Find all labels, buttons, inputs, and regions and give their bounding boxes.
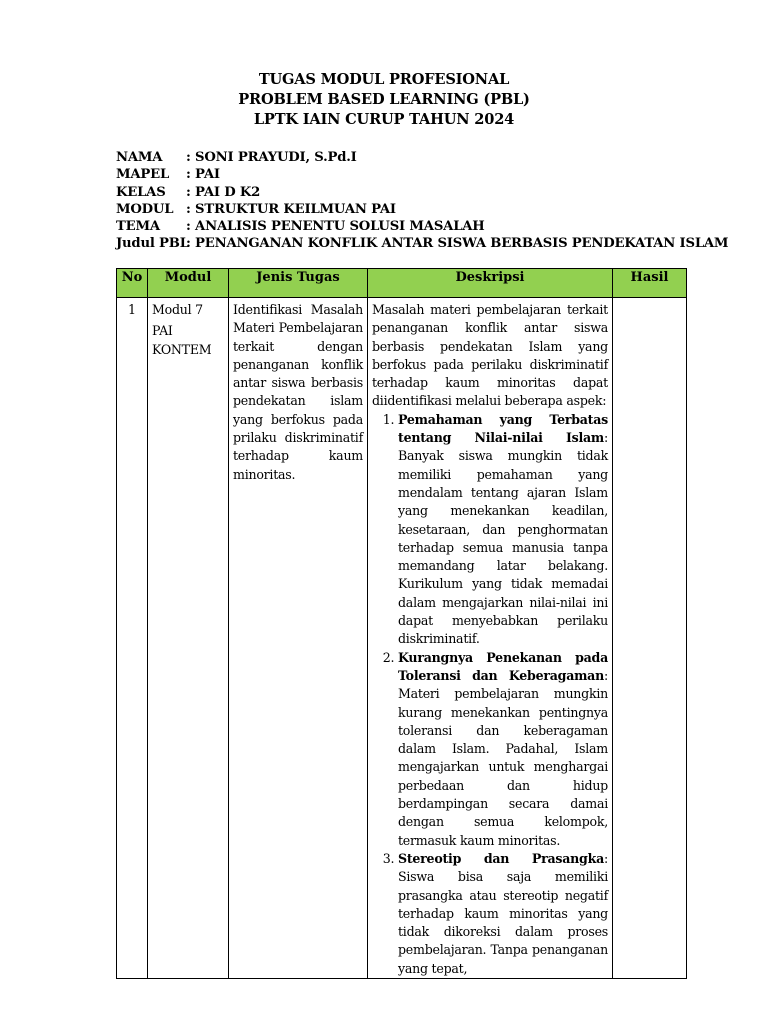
jenis-tugas-text: Identifikasi Masalah Materi Pembelajaran terkait dengan penanganan konflik antar siswa berbasis pendekatan islam yang berfokus pada prilaku diskriminatif terhadap kaum minoritas. (233, 302, 363, 482)
modul-name: Modul 7 (152, 302, 203, 317)
table-row (117, 298, 687, 979)
list-item (398, 411, 608, 649)
task-table (116, 268, 687, 979)
info-label: Judul PBL (116, 236, 189, 252)
info-row-modul (116, 201, 728, 218)
info-row-nama (116, 149, 728, 166)
aspect-list (372, 411, 608, 978)
deskripsi-intro: Masalah materi pembelajaran terkait penanganan konflik antar siswa berbasis pendekatan Islam yang berfokus pada perilaku diskriminatif terhadap kaum minoritas dapat diidentifikasi melalui beberapa aspek: (372, 302, 608, 409)
info-value: : SONI PRAYUDI, S.Pd.I (186, 150, 357, 165)
info-row-judul-pbl (116, 235, 728, 252)
info-row-mapel (116, 166, 728, 183)
aspect-title: Pemahaman yang Terbatas tentang Nilai-nilai Islam (398, 411, 608, 446)
aspect-text: : Materi pembelajaran mungkin kurang menekankan pentingnya toleransi dan keberagaman dalam Islam. Padahal, Islam mengajarkan untuk menghargai perbedaan dan hidup berdampingan secara damai dengan semua kelompok, termasuk kaum minoritas. (398, 667, 608, 848)
header-modul: Modul (148, 269, 229, 298)
aspect-title: Kurangnya Penekanan pada Toleransi dan Keberagaman (398, 649, 608, 683)
info-value: : ANALISIS PENENTU SOLUSI MASALAH (186, 219, 485, 235)
aspect-title: Stereotip dan Prasangka (398, 850, 604, 866)
cell-jenis-tugas (229, 298, 368, 979)
aspect-text: : Banyak siswa mungkin tidak memiliki pemahaman yang mendalam tentang ajaran Islam yang menekankan keadilan, kesetaraan, dan penghormatan terhadap semua manusia tanpa memandang latar belakang. Kurikulum yang tidak memadai dalam mengajarkan nilai-nilai ini dapat menyebabkan perilaku diskriminatif. (398, 430, 608, 647)
header-no: No (117, 269, 148, 298)
title-line-1: TUGAS MODUL PROFESIONAL (258, 71, 510, 88)
list-item (398, 850, 608, 978)
identity-block (116, 149, 728, 253)
header-deskripsi: Deskripsi (368, 269, 613, 298)
title-line-2: PROBLEM BASED LEARNING (PBL) (238, 91, 530, 108)
cell-hasil (613, 298, 687, 979)
info-value: : PAI (186, 167, 220, 183)
info-value: : STRUKTUR KEILMUAN PAI (186, 201, 396, 217)
info-label: MODUL (116, 201, 174, 217)
row-number: 1 (127, 302, 136, 317)
aspect-text: : Siswa bisa saja memiliki prasangka atau stereotip negatif terhadap kaum minoritas yang tidak dikoreksi dalam proses pembelajaran. Tanpa penanganan yang tepat, (398, 850, 608, 976)
cell-deskripsi (368, 298, 613, 979)
cell-no (117, 298, 148, 979)
header-hasil: Hasil (613, 269, 687, 298)
document-title (0, 70, 768, 130)
info-label: MAPEL (116, 167, 170, 183)
modul-subject: PAI KONTEM (152, 323, 212, 357)
info-value: : PAI D K2 (186, 184, 261, 200)
title-line-3: LPTK IAIN CURUP TAHUN 2024 (253, 111, 515, 128)
info-value: : PENANGANAN KONFLIK ANTAR SISWA BERBASIS PENDEKATAN ISLAM (186, 236, 729, 252)
table-header-row (117, 269, 687, 298)
info-row-tema (116, 218, 728, 235)
info-row-kelas (116, 184, 728, 201)
hasil-text (613, 298, 686, 301)
info-label: KELAS (116, 184, 166, 200)
cell-modul (148, 298, 229, 979)
header-jenis-tugas: Jenis Tugas (229, 269, 368, 298)
info-label: TEMA (116, 219, 160, 235)
list-item (398, 649, 608, 850)
info-label: NAMA (116, 150, 163, 165)
